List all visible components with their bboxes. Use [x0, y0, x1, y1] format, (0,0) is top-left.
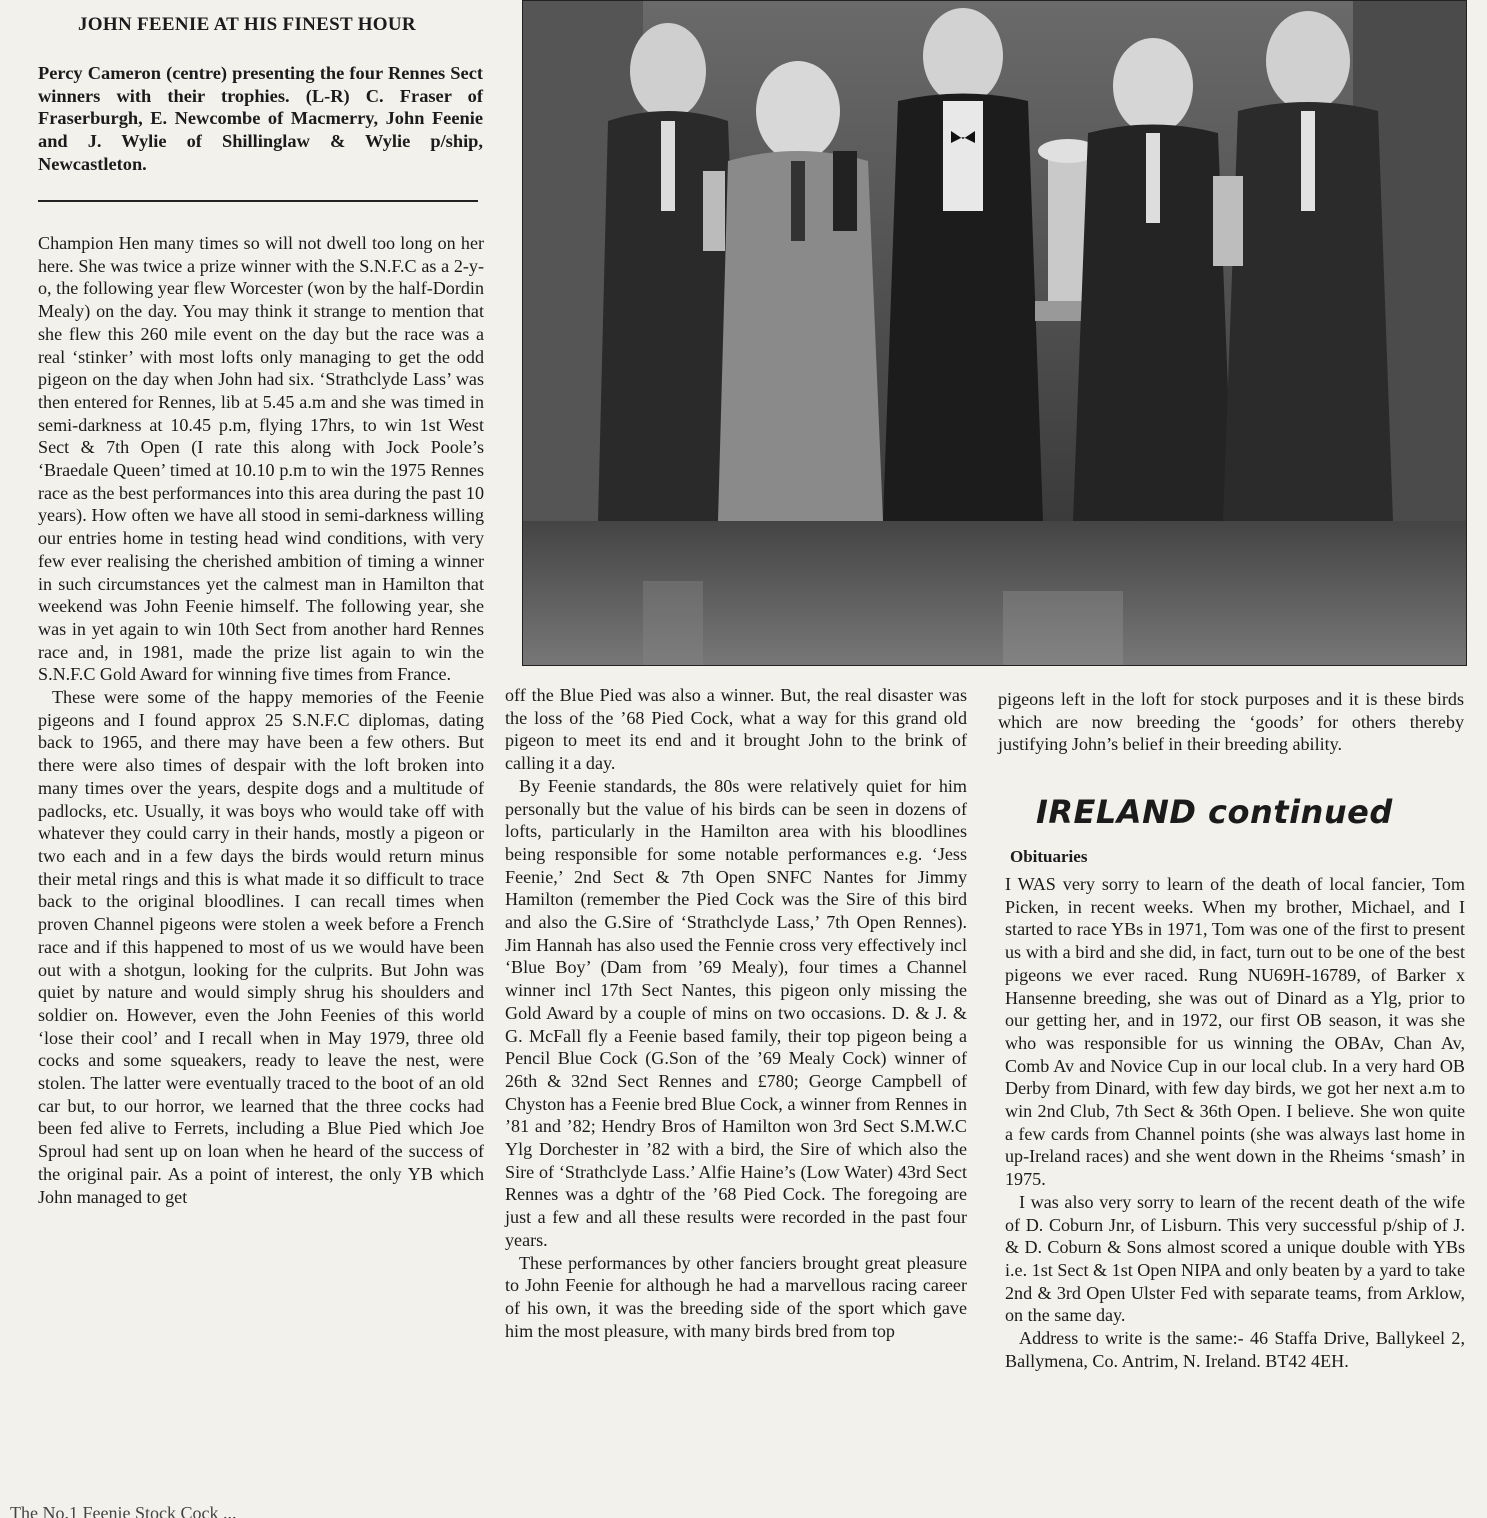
article-column-2	[505, 684, 967, 1342]
section-heading: IRELAND continued	[1036, 793, 1393, 831]
cut-off-footer-line: The No.1 Feenie Stock Cock ...	[10, 1503, 237, 1518]
col2-paragraph-1: off the Blue Pied was also a winner. But, the real disaster was the loss of the ’68 Pied Cock, what a way for this grand old pigeon to meet its end and it brought John to the brink of calling it a day.	[505, 685, 967, 774]
col2-paragraph-3: These performances by other fanciers brought great pleasure to John Feenie for although he had a marvellous racing career of his own, it was the breeding side of the sport which gave him the most pleasure, with many birds bred from top	[505, 1252, 967, 1341]
trophy-photo	[522, 0, 1467, 666]
col3-paragraph-1: pigeons left in the loft for stock purposes and it is these birds which are now breeding the ‘goods’ for others thereby justifying John’s belief in their breeding ability.	[998, 689, 1464, 755]
address-paragraph: Address to write is the same:- 46 Staffa Drive, Ballykeel 2, Ballymena, Co. Antrim, N. Ireland. BT42 4EH.	[1005, 1328, 1465, 1371]
col2-paragraph-2: By Feenie standards, the 80s were relatively quiet for him personally but the value of his birds can be seen in dozens of lofts, particularly in the Hamilton area with his bloodlines being responsible for some notable performances e.g. ‘Jess Feenie,’ 2nd Sect & 7th Open SNFC Nantes for Jimmy Hamilton (remember the Pied Cock was the Sire of this bird and also the G.Sire of ‘Strathclyde Lass,’ 7th Open Rennes). Jim Hannah has also used the Fennie cross very effectively incl ‘Blue Boy’ (Dam from ’69 Mealy), four times a Channel winner incl 17th Sect Nantes, this pigeon only missing the Gold Award by a couple of mins on two occasions. D. & J. & G. McFall fly a Feenie based family, their top pigeon being a Pencil Blue Cock (G.Son of the ’69 Mealy Cock) winner of 26th & 32nd Sect Rennes and £780; George Campbell of Chyston has a Feenie bred Blue Cock, a winner from Rennes in ’81 and ’82; Hendry Bros of Hamilton won 3rd Sect S.M.W.C Ylg Dorchester in ’82 with a bird, the Sire of which also the Sire of ‘Strathclyde Lass.’ Alfie Haine’s (Low Water) 43rd Sect Rennes was a dghtr of the ’68 Pied Cock. The foregoing are just a few and all these results were recorded in the past four years.	[505, 775, 967, 1250]
trophy-photo-image	[523, 1, 1466, 665]
obituary-paragraph-2: I was also very sorry to learn of the recent death of the wife of D. Coburn Jnr, of Lisburn. This very successful p/ship of J. & D. Coburn & Sons almost scored a unique double with YBs i.e. 1st Sect & 1st Open NIPA and only beaten by a yard to take 2nd & 3rd Open Ulster Fed with separate teams, from Arklow, on the same day.	[1005, 1191, 1465, 1326]
obituaries-column	[1005, 873, 1465, 1372]
article-column-1	[38, 232, 484, 1208]
col1-paragraph-1: Champion Hen many times so will not dwell too long on her here. She was twice a prize winner with the S.N.F.C as a 2-y-o, the following year flew Worcester (won by the half-Dordin Mealy) on the day. You may think it strange to mention that she flew this 260 mile event on the day but the race was a real ‘stinker’ with most lofts only managing to get the odd pigeon on the day when John had six. ‘Strathclyde Lass’ was then entered for Rennes, lib at 5.45 a.m and she was timed in semi-darkness at 10.45 p.m, flying 17hrs, to win 1st West Sect & 7th Open (I rate this along with Jock Poole’s ‘Braedale Queen’ timed at 10.10 p.m to win the 1975 Rennes race as the best performances into this area during the past 10 years). How often we have all stood in semi-darkness willing our entries home in testing head wind conditions, with very few ever realising the cherished ambition of timing a winner in such circumstances yet the calmest man in Hamilton that weekend was John Feenie himself. The following year, she was in yet again to win 10th Sect from another hard Rennes race and, in 1981, made the prize list again to win the S.N.F.C Gold Award for winning five times from France.	[38, 233, 484, 685]
col1-paragraph-2: These were some of the happy memories of the Feenie pigeons and I found approx 25 S.N.F.C diplomas, dating back to 1965, and there may have been a few others. But there were also times of despair with the loft broken into many times over the years, despite dogs and a multitude of padlocks, etc. Usually, it was boys who would take off with whatever they could carry in their hands, mostly a pigeon or two each and in a few days the birds would return minus their metal rings and this is what made it so difficult to trace back to the original bloodlines. I can recall times when proven Channel pigeons were stolen a week before a French race and if this happened to most of us we would have been out with a shotgun, looking for the culprits. But John was quiet by nature and would simply shrug his shoulders and soldier on. However, even the John Feenies of this world ‘lose their cool’ and I recall when in May 1979, three old cocks and some squeakers, ready to leave the nest, were stolen. The latter were eventually traced to the boot of an old car but, to our horror, we learned that the three cocks had been fed alive to Ferrets, including a Blue Pied which Joe Sproul had sent up on loan when he heard of the success of the original pair. As a point of interest, the only YB which John managed to get	[38, 687, 484, 1207]
article-column-3	[998, 688, 1464, 756]
caption-divider	[38, 200, 478, 202]
article-headline: JOHN FEENIE AT HIS FINEST HOUR	[78, 14, 416, 35]
obituary-paragraph-1: I WAS very sorry to learn of the death of local fancier, Tom Picken, in recent weeks. When my brother, Michael, and I started to race YBs in 1971, Tom was one of the first to present us with a bird and she did, in fact, turn out to be one of the best pigeons we ever raced. Rung NU69H-16789, of Barker x Hansenne breeding, she was out of Dinard as a Ylg, prior to our getting her, and in 1972, our first OB season, it was she who was responsible for us winning the OBAv, Chan Av, Comb Av and Novice Cup in our local club. In a very hard OB Derby from Dinard, with few day birds, we got her next a.m to win 2nd Club, 7th Sect & 36th Open. I believe. She won quite a few cards from Channel points (she was always last home in up-Ireland races) and she went down in the Rheims ‘smash’ in 1975.	[1005, 874, 1465, 1190]
obituaries-subheading: Obituaries	[1010, 847, 1088, 866]
photo-caption: Percy Cameron (centre) presenting the four Rennes Sect winners with their trophies. (L-R) C. Fraser of Fraserburgh, E. Newcombe of Macmerry, John Feenie and J. Wylie of Shillinglaw & Wylie p/ship, Newcastleton.	[38, 63, 483, 174]
